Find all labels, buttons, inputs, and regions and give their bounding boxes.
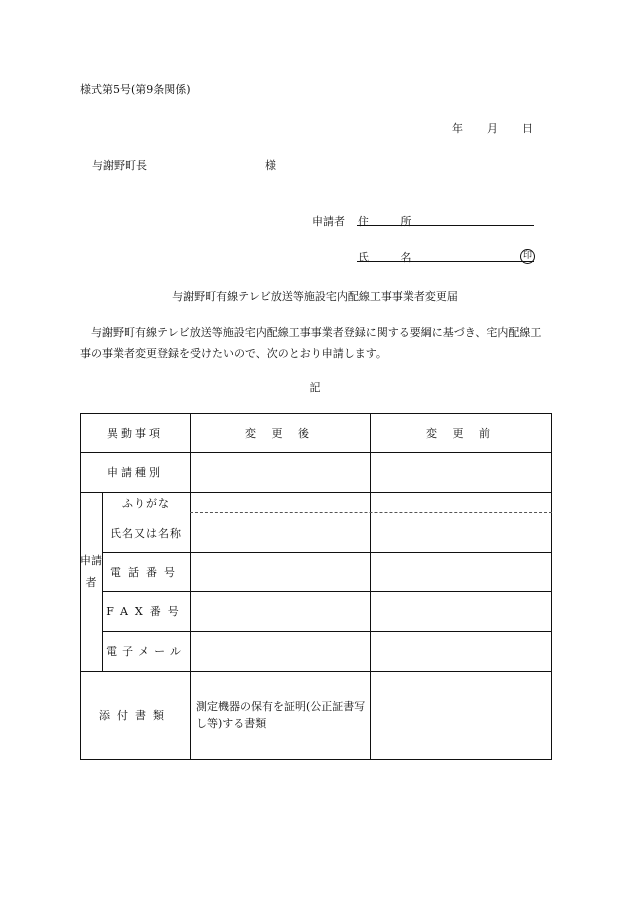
header-before: 変 更 前 xyxy=(426,426,496,440)
body-text: 与謝野町有線テレビ放送等施設宅内配線工事事業者登録に関する要綱に基づき、宅内配線工事の事業者変更登録を受けたいので、次のとおり申請します。 xyxy=(80,326,542,360)
row-attachments: 添付書類 xyxy=(99,709,171,722)
address-label: 住 所 xyxy=(358,215,426,228)
row-email: 電子メール xyxy=(106,645,186,658)
table-border-bottom xyxy=(80,759,552,760)
honorific: 様 xyxy=(265,159,276,172)
form-number: 様式第5号(第9条関係) xyxy=(80,83,191,96)
seal-mark: 印 xyxy=(520,249,535,264)
document-title: 与謝野町有線テレビ放送等施設宅内配線工事事業者変更届 xyxy=(172,290,458,303)
address-line xyxy=(357,225,534,226)
table-border-right xyxy=(551,413,552,760)
row-phone: 電話番号 xyxy=(110,565,182,579)
date-day: 日 xyxy=(522,122,533,135)
row-application-type: 申請種別 xyxy=(107,466,163,479)
row-furigana: ふりがな xyxy=(122,497,170,510)
change-table xyxy=(80,413,552,760)
addressee: 与謝野町長 xyxy=(92,159,147,172)
column-divider-1 xyxy=(190,413,191,760)
applicant-group-label: 申請者 xyxy=(80,554,102,589)
name-label: 氏 名 xyxy=(358,251,426,264)
row-fax: FAX番号 xyxy=(106,605,186,618)
header-item: 異動事項 xyxy=(107,426,163,440)
date-year: 年 xyxy=(452,122,463,135)
furigana-dashed-divider xyxy=(190,512,552,513)
name-line xyxy=(357,261,534,262)
ki-mark: 記 xyxy=(309,381,321,394)
date-month: 月 xyxy=(487,122,498,135)
row-name: 氏名又は名称 xyxy=(110,527,182,540)
header-after: 変 更 後 xyxy=(245,426,315,440)
attachments-after-text: 測定機器の保有を証明(公正証書写し等)する書類 xyxy=(196,700,366,730)
applicant-label: 申請者 xyxy=(312,215,345,228)
column-divider-2 xyxy=(370,413,371,760)
